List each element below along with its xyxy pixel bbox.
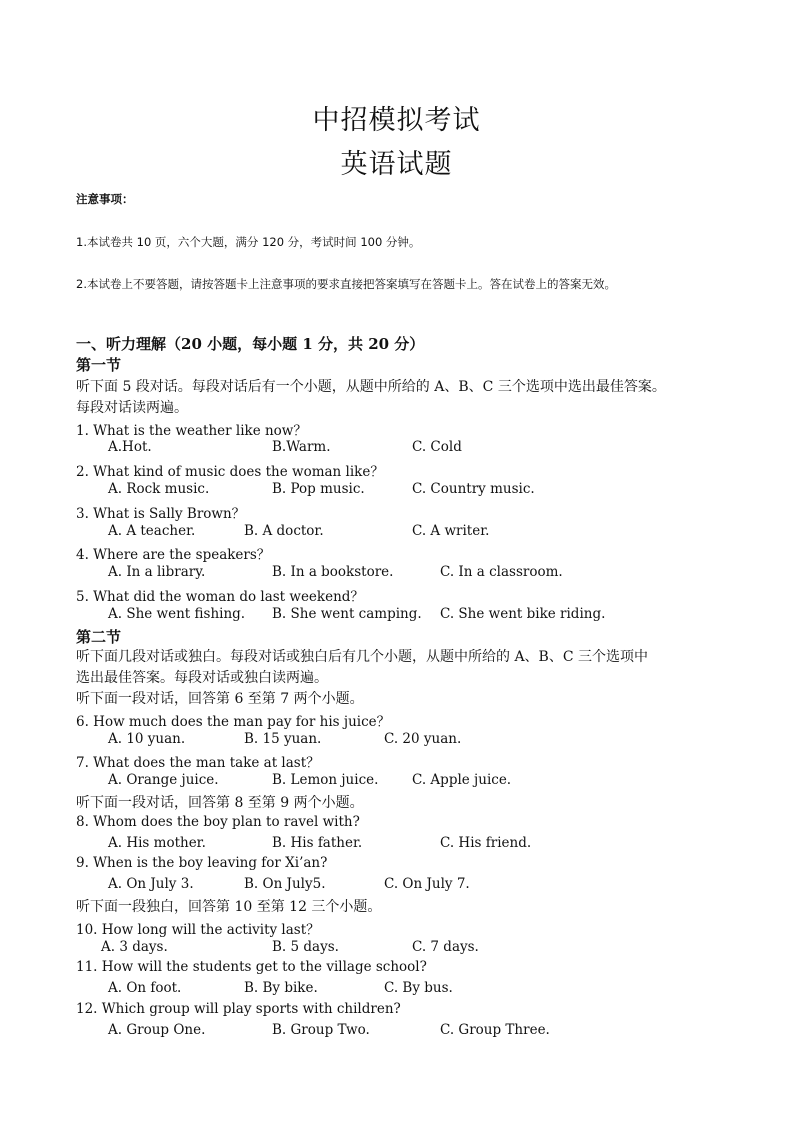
question-4: 4. Where are the speakers？ bbox=[76, 547, 271, 563]
question-6-option-a: A. 10 yuan. bbox=[108, 731, 186, 747]
notice-item-2: 2.本试卷上不要答题，请按答题卡上注意事项的要求直接把答案填写在答题卡上。答在试卷上的答案无效。 bbox=[76, 277, 616, 291]
section-heading: 一、听力理解（20 小题，每小题 1 分，共 20 分） bbox=[76, 335, 425, 353]
question-1-option-a: A.Hot. bbox=[108, 439, 152, 455]
question-12-option-c: C. Group Three. bbox=[440, 1022, 550, 1038]
question-5-option-b: B. She went camping. bbox=[272, 606, 422, 622]
question-9: 9. When is the boy leaving for Xi’an? bbox=[76, 855, 328, 871]
question-10-option-c: C. 7 days. bbox=[412, 939, 479, 955]
notice-item-1: 1.本试卷共 10 页，六个大题，满分 120 分，考试时间 100 分钟。 bbox=[76, 235, 421, 249]
question-1: 1. What is the weather like now？ bbox=[76, 423, 307, 439]
question-4-option-c: C. In a classroom. bbox=[440, 564, 563, 580]
question-9-option-c: C. On July 7. bbox=[384, 876, 470, 892]
question-4-option-a: A. In a library. bbox=[108, 564, 206, 580]
part2-group-2-instruction: 听下面一段对话，回答第 8 至第 9 两个小题。 bbox=[76, 795, 364, 811]
question-5-option-a: A. She went fishing. bbox=[108, 606, 246, 622]
question-6-option-b: B. 15 yuan. bbox=[244, 731, 322, 747]
question-10-option-b: B. 5 days. bbox=[272, 939, 339, 955]
question-5: 5. What did the woman do last weekend？ bbox=[76, 589, 364, 605]
question-6: 6. How much does the man pay for his juice？ bbox=[76, 714, 391, 730]
part2-group-3-instruction: 听下面一段独白，回答第 10 至第 12 三个小题。 bbox=[76, 899, 382, 915]
question-11: 11. How will the students get to the village school? bbox=[76, 959, 427, 975]
question-3: 3. What is Sally Brown？ bbox=[76, 506, 246, 522]
question-2-option-a: A. Rock music. bbox=[108, 481, 210, 497]
question-3-option-b: B. A doctor. bbox=[244, 523, 324, 539]
question-11-option-b: B. By bike. bbox=[244, 980, 318, 996]
question-1-option-c: C. Cold bbox=[412, 439, 462, 455]
question-11-option-a: A. On foot. bbox=[108, 980, 182, 996]
part1-instruction-line1: 听下面 5 段对话。每段对话后有一个小题，从题中所给的 A、B、C 三个选项中选出最佳答案。 bbox=[76, 379, 666, 395]
question-12-option-b: B. Group Two. bbox=[272, 1022, 370, 1038]
question-12: 12. Which group will play sports with children? bbox=[76, 1001, 401, 1017]
question-4-option-b: B. In a bookstore. bbox=[272, 564, 394, 580]
question-7-option-c: C. Apple juice. bbox=[412, 772, 512, 788]
question-8: 8. Whom does the boy plan to ravel with? bbox=[76, 814, 360, 830]
question-2: 2. What kind of music does the woman like？ bbox=[76, 464, 384, 480]
question-3-option-a: A. A teacher. bbox=[108, 523, 196, 539]
question-1-option-b: B.Warm. bbox=[272, 439, 331, 455]
part2-instruction-line1: 听下面几段对话或独白。每段对话或独白后有几个小题，从题中所给的 A、B、C 三个选项中 bbox=[76, 649, 649, 665]
question-8-option-c: C. His friend. bbox=[440, 835, 532, 851]
question-11-option-c: C. By bus. bbox=[384, 980, 453, 996]
question-9-option-b: B. On July5. bbox=[244, 876, 326, 892]
question-2-option-b: B. Pop music. bbox=[272, 481, 365, 497]
question-10: 10. How long will the activity last？ bbox=[76, 922, 320, 938]
question-12-option-a: A. Group One. bbox=[108, 1022, 206, 1038]
part2-group-1-instruction: 听下面一段对话，回答第 6 至第 7 两个小题。 bbox=[76, 691, 364, 707]
question-3-option-c: C. A writer. bbox=[412, 523, 490, 539]
question-7: 7. What does the man take at last？ bbox=[76, 755, 320, 771]
exam-title: 中招模拟考试 bbox=[312, 105, 481, 136]
question-2-option-c: C. Country music. bbox=[412, 481, 535, 497]
question-5-option-c: C. She went bike riding. bbox=[440, 606, 606, 622]
question-8-option-b: B. His father. bbox=[272, 835, 363, 851]
question-8-option-a: A. His mother. bbox=[108, 835, 206, 851]
part1-instruction-line2: 每段对话读两遍。 bbox=[76, 400, 188, 416]
question-7-option-b: B. Lemon juice. bbox=[272, 772, 379, 788]
part1-heading: 第一节 bbox=[76, 356, 122, 374]
part2-heading: 第二节 bbox=[76, 628, 122, 646]
notice-heading: 注意事项： bbox=[76, 192, 134, 206]
question-10-option-a: A. 3 days. bbox=[101, 939, 168, 955]
question-6-option-c: C. 20 yuan. bbox=[384, 731, 462, 747]
question-7-option-a: A. Orange juice. bbox=[108, 772, 219, 788]
question-9-option-a: A. On July 3. bbox=[108, 876, 194, 892]
exam-subtitle: 英语试题 bbox=[340, 149, 453, 180]
part2-instruction-line2: 选出最佳答案。每段对话或独白读两遍。 bbox=[76, 670, 328, 686]
